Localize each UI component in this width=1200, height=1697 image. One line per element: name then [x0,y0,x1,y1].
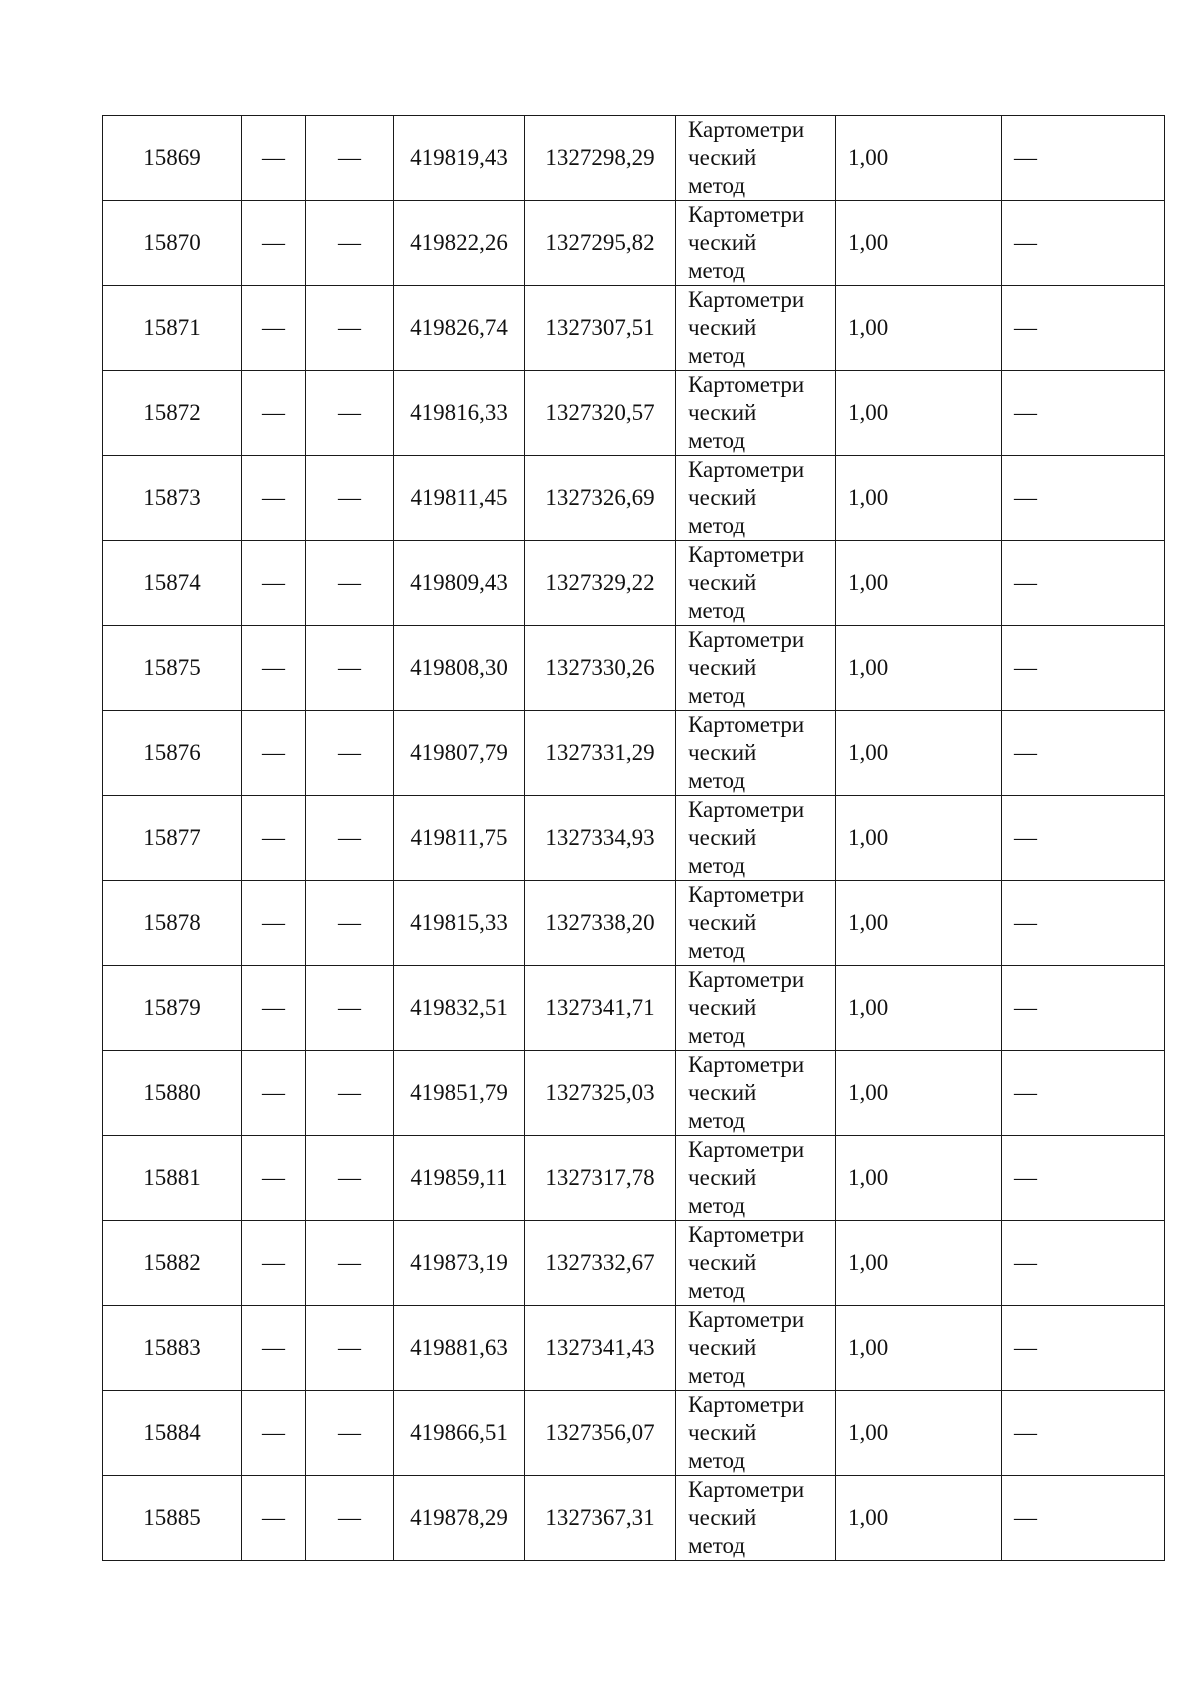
method-line: метод [688,1023,746,1048]
description-cell: — [1002,456,1165,541]
old-y-cell: — [306,626,394,711]
method-line: ческий [688,655,757,680]
accuracy-cell: 1,00 [836,626,1002,711]
method-line: метод [688,938,746,963]
y-coordinate-cell: 1327334,93 [525,796,676,881]
accuracy-cell: 1,00 [836,1306,1002,1391]
old-x-cell: — [242,966,306,1051]
point-number-cell: 15872 [103,371,242,456]
coordinates-table [102,115,1165,1561]
accuracy-cell: 1,00 [836,1136,1002,1221]
y-coordinate-cell: 1327356,07 [525,1391,676,1476]
point-number-cell: 15880 [103,1051,242,1136]
accuracy-cell: 1,00 [836,1221,1002,1306]
y-coordinate-cell: 1327326,69 [525,456,676,541]
description-cell: — [1002,286,1165,371]
y-coordinate-cell: 1327325,03 [525,1051,676,1136]
method-line: метод [688,1363,746,1388]
old-x-cell: — [242,286,306,371]
accuracy-cell: 1,00 [836,881,1002,966]
method-cell [676,371,836,456]
accuracy-cell: 1,00 [836,966,1002,1051]
point-number-cell: 15871 [103,286,242,371]
method-line: Картометри [688,542,805,567]
point-number-cell: 15874 [103,541,242,626]
method-line: метод [688,1193,746,1218]
description-cell: — [1002,1136,1165,1221]
method-line: Картометри [688,202,805,227]
description-cell: — [1002,966,1165,1051]
description-cell: — [1002,1051,1165,1136]
table-row [103,1051,1165,1136]
method-line: метод [688,598,746,623]
x-coordinate-cell: 419816,33 [394,371,525,456]
table-row [103,116,1165,201]
old-y-cell: — [306,1306,394,1391]
point-number-cell: 15885 [103,1476,242,1561]
method-line: ческий [688,1165,757,1190]
y-coordinate-cell: 1327320,57 [525,371,676,456]
method-line: метод [688,1448,746,1473]
accuracy-cell: 1,00 [836,796,1002,881]
method-line: ческий [688,1335,757,1360]
description-cell: — [1002,201,1165,286]
y-coordinate-cell: 1327295,82 [525,201,676,286]
old-x-cell: — [242,116,306,201]
point-number-cell: 15876 [103,711,242,796]
old-y-cell: — [306,1136,394,1221]
method-line: ческий [688,825,757,850]
old-y-cell: — [306,371,394,456]
old-y-cell: — [306,201,394,286]
point-number-cell: 15869 [103,116,242,201]
method-line: Картометри [688,1392,805,1417]
old-x-cell: — [242,1306,306,1391]
x-coordinate-cell: 419819,43 [394,116,525,201]
table-body [103,116,1165,1561]
y-coordinate-cell: 1327330,26 [525,626,676,711]
accuracy-cell: 1,00 [836,1051,1002,1136]
method-line: метод [688,258,746,283]
method-line: Картометри [688,1477,805,1502]
x-coordinate-cell: 419873,19 [394,1221,525,1306]
x-coordinate-cell: 419807,79 [394,711,525,796]
old-x-cell: — [242,541,306,626]
description-cell: — [1002,1476,1165,1561]
table-row [103,1221,1165,1306]
y-coordinate-cell: 1327329,22 [525,541,676,626]
accuracy-cell: 1,00 [836,711,1002,796]
method-line: ческий [688,1250,757,1275]
description-cell: — [1002,1391,1165,1476]
description-cell: — [1002,1306,1165,1391]
old-y-cell: — [306,881,394,966]
old-y-cell: — [306,116,394,201]
x-coordinate-cell: 419851,79 [394,1051,525,1136]
method-cell [676,881,836,966]
method-cell [676,1221,836,1306]
old-x-cell: — [242,456,306,541]
y-coordinate-cell: 1327341,71 [525,966,676,1051]
point-number-cell: 15883 [103,1306,242,1391]
table-row [103,1391,1165,1476]
method-line: метод [688,853,746,878]
method-cell [676,541,836,626]
x-coordinate-cell: 419811,75 [394,796,525,881]
table-row [103,201,1165,286]
x-coordinate-cell: 419822,26 [394,201,525,286]
method-line: ческий [688,315,757,340]
accuracy-cell: 1,00 [836,456,1002,541]
old-y-cell: — [306,286,394,371]
old-y-cell: — [306,796,394,881]
old-y-cell: — [306,711,394,796]
point-number-cell: 15879 [103,966,242,1051]
method-line: метод [688,1533,746,1558]
method-cell [676,1136,836,1221]
point-number-cell: 15881 [103,1136,242,1221]
point-number-cell: 15882 [103,1221,242,1306]
old-x-cell: — [242,1221,306,1306]
method-line: ческий [688,740,757,765]
method-cell [676,711,836,796]
method-line: Картометри [688,882,805,907]
accuracy-cell: 1,00 [836,286,1002,371]
old-x-cell: — [242,1391,306,1476]
table-row [103,966,1165,1051]
method-line: метод [688,768,746,793]
method-line: ческий [688,485,757,510]
x-coordinate-cell: 419811,45 [394,456,525,541]
method-line: ческий [688,400,757,425]
method-cell [676,1051,836,1136]
old-x-cell: — [242,881,306,966]
old-y-cell: — [306,1476,394,1561]
x-coordinate-cell: 419878,29 [394,1476,525,1561]
description-cell: — [1002,711,1165,796]
method-cell [676,116,836,201]
description-cell: — [1002,626,1165,711]
point-number-cell: 15873 [103,456,242,541]
accuracy-cell: 1,00 [836,1391,1002,1476]
y-coordinate-cell: 1327331,29 [525,711,676,796]
method-cell [676,796,836,881]
point-number-cell: 15870 [103,201,242,286]
old-x-cell: — [242,1051,306,1136]
old-x-cell: — [242,201,306,286]
old-x-cell: — [242,371,306,456]
point-number-cell: 15878 [103,881,242,966]
method-line: Картометри [688,627,805,652]
method-line: ческий [688,910,757,935]
old-y-cell: — [306,1051,394,1136]
table-row [103,541,1165,626]
y-coordinate-cell: 1327298,29 [525,116,676,201]
description-cell: — [1002,881,1165,966]
method-line: метод [688,428,746,453]
method-line: Картометри [688,457,805,482]
method-line: метод [688,1108,746,1133]
table-row [103,1306,1165,1391]
method-line: ческий [688,995,757,1020]
method-cell [676,201,836,286]
accuracy-cell: 1,00 [836,201,1002,286]
method-line: ческий [688,1420,757,1445]
method-line: метод [688,1278,746,1303]
method-line: метод [688,513,746,538]
x-coordinate-cell: 419859,11 [394,1136,525,1221]
method-line: Картометри [688,1307,805,1332]
x-coordinate-cell: 419832,51 [394,966,525,1051]
old-x-cell: — [242,1476,306,1561]
description-cell: — [1002,1221,1165,1306]
method-line: Картометри [688,797,805,822]
y-coordinate-cell: 1327341,43 [525,1306,676,1391]
method-cell [676,456,836,541]
y-coordinate-cell: 1327367,31 [525,1476,676,1561]
method-line: Картометри [688,967,805,992]
table-row [103,711,1165,796]
old-x-cell: — [242,711,306,796]
method-line: ческий [688,230,757,255]
method-line: ческий [688,1505,757,1530]
method-line: метод [688,173,746,198]
point-number-cell: 15875 [103,626,242,711]
method-line: Картометри [688,117,805,142]
description-cell: — [1002,371,1165,456]
method-line: метод [688,683,746,708]
description-cell: — [1002,796,1165,881]
old-x-cell: — [242,626,306,711]
method-line: Картометри [688,1222,805,1247]
x-coordinate-cell: 419881,63 [394,1306,525,1391]
description-cell: — [1002,116,1165,201]
method-line: ческий [688,1080,757,1105]
x-coordinate-cell: 419866,51 [394,1391,525,1476]
old-y-cell: — [306,541,394,626]
method-cell [676,286,836,371]
method-line: ческий [688,570,757,595]
method-line: Картометри [688,712,805,737]
table-row [103,1136,1165,1221]
method-line: Картометри [688,1137,805,1162]
method-line: метод [688,343,746,368]
old-y-cell: — [306,966,394,1051]
x-coordinate-cell: 419808,30 [394,626,525,711]
y-coordinate-cell: 1327332,67 [525,1221,676,1306]
y-coordinate-cell: 1327317,78 [525,1136,676,1221]
table-row [103,371,1165,456]
x-coordinate-cell: 419826,74 [394,286,525,371]
x-coordinate-cell: 419809,43 [394,541,525,626]
old-x-cell: — [242,1136,306,1221]
old-x-cell: — [242,796,306,881]
accuracy-cell: 1,00 [836,371,1002,456]
method-line: Картометри [688,1052,805,1077]
old-y-cell: — [306,1391,394,1476]
table-row [103,881,1165,966]
method-line: Картометри [688,372,805,397]
method-cell [676,626,836,711]
method-cell [676,1306,836,1391]
method-cell [676,1476,836,1561]
x-coordinate-cell: 419815,33 [394,881,525,966]
method-cell [676,966,836,1051]
accuracy-cell: 1,00 [836,541,1002,626]
y-coordinate-cell: 1327338,20 [525,881,676,966]
accuracy-cell: 1,00 [836,116,1002,201]
description-cell: — [1002,541,1165,626]
point-number-cell: 15877 [103,796,242,881]
table-row [103,1476,1165,1561]
table-row [103,456,1165,541]
y-coordinate-cell: 1327307,51 [525,286,676,371]
method-cell [676,1391,836,1476]
table-row [103,626,1165,711]
method-line: ческий [688,145,757,170]
old-y-cell: — [306,456,394,541]
table-row [103,286,1165,371]
old-y-cell: — [306,1221,394,1306]
accuracy-cell: 1,00 [836,1476,1002,1561]
table-row [103,796,1165,881]
method-line: Картометри [688,287,805,312]
point-number-cell: 15884 [103,1391,242,1476]
